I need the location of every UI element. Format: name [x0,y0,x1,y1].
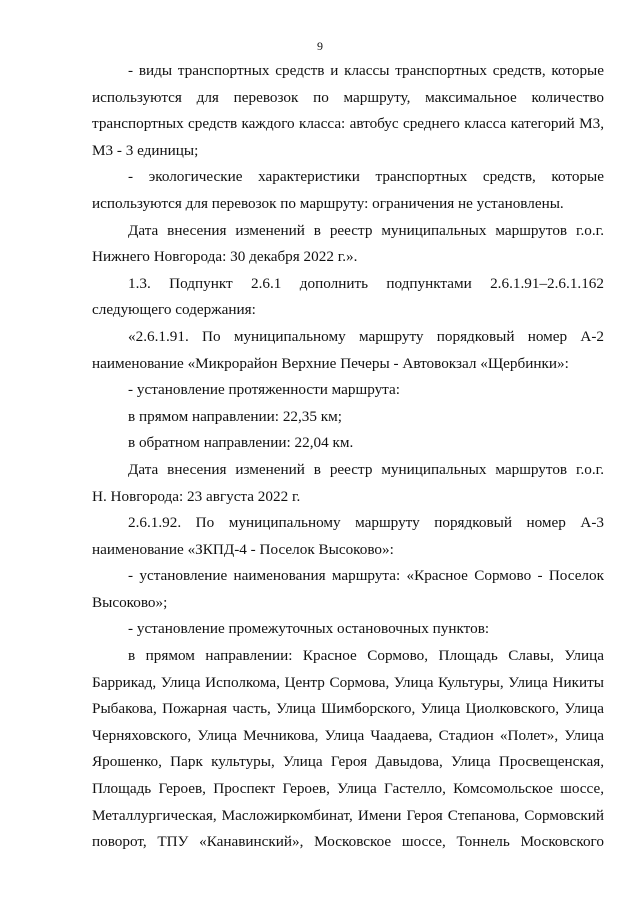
text-line: в обратном направлении: 22,04 км. [128,434,354,452]
text-line: - виды транспортных средств и классы транспортных средств, которые [128,62,604,79]
text-line: Н. Новгорода: 23 августа 2022 г. [92,487,301,505]
text-line: М3 - 3 единицы; [92,141,199,159]
paragraph-registry-date [92,218,604,271]
text-line: Высоково»; [92,593,168,611]
text-line: транспортных средств каждого класса: автобус среднего класса категорий М3, [92,115,604,133]
text-line: Металлургическая, Масложиркомбинат, Имени Героя Степанова, Сормовский [92,806,604,824]
text-line: Дата внесения изменений в реестр муниципальных маршрутов г.о.г. [128,460,604,478]
paragraph-registry-date [92,457,604,510]
text-line: 2.6.1.92. По муниципальному маршруту порядковый номер А-3 [128,514,604,532]
text-line: - установление наименования маршрута: «Красное Сормово - Поселок [128,567,604,585]
paragraph-reverse-length [92,430,604,457]
text-line: 1.3. Подпункт 2.6.1 дополнить подпунктами 2.6.1.91–2.6.1.162 [128,274,604,292]
text-line: в прямом направлении: 22,35 км; [128,407,342,425]
text-line: Баррикад, Улица Исполкома, Центр Сормова, Улица Культуры, Улица Никиты [92,673,604,691]
paragraph-transport-classes [92,58,604,164]
text-line: - установление протяженности маршрута: [128,381,400,399]
paragraph-forward-stops [92,643,604,856]
paragraph-route-name [92,563,604,616]
paragraph-route-length-heading [92,377,604,404]
text-line: Ярошенко, Парк культуры, Улица Героя Давыдова, Улица Просвещенская, [92,753,604,771]
text-line: используются для перевозок по маршруту: ограничения не установлены. [92,194,564,212]
text-line: Рыбакова, Пожарная часть, Улица Шимборского, Улица Циолковского, Улица [92,700,604,718]
paragraph-subclause-2-6-1-91 [92,324,604,377]
paragraph-eco-characteristics [92,164,604,217]
text-line: Черняховского, Улица Мечникова, Улица Чаадаева, Стадион «Полет», Улица [92,726,604,744]
text-line: следующего содержания: [92,301,256,319]
paragraph-clause-1-3 [92,271,604,324]
text-line: Нижнего Новгорода: 30 декабря 2022 г.». [92,248,358,266]
paragraph-intermediate-stops-heading [92,616,604,643]
text-line: наименование «Микрорайон Верхние Печеры - Автовокзал «Щербинки»: [92,354,569,372]
paragraph-subclause-2-6-1-92 [92,510,604,563]
page-number: 9 [317,39,323,53]
text-line: Площадь Героев, Проспект Героев, Улица Гастелло, Комсомольское шоссе, [92,780,604,798]
text-line: Дата внесения изменений в реестр муниципальных маршрутов г.о.г. [128,221,604,239]
text-line: наименование «ЗКПД-4 - Поселок Высоково»: [92,540,394,558]
text-line: - установление промежуточных остановочных пунктов: [128,620,490,638]
text-line: используются для перевозок по маршруту, максимальное количество [92,88,604,106]
text-line: в прямом направлении: Красное Сормово, Площадь Славы, Улица [128,647,604,665]
text-line: «2.6.1.91. По муниципальному маршруту порядковый номер А-2 [128,327,604,345]
text-line: - экологические характеристики транспортных средств, которые [128,168,604,186]
document-body [92,58,604,856]
text-line: поворот, ТПУ «Канавинский», Московское шоссе, Тоннель Московского [92,833,604,851]
paragraph-forward-length [92,404,604,431]
